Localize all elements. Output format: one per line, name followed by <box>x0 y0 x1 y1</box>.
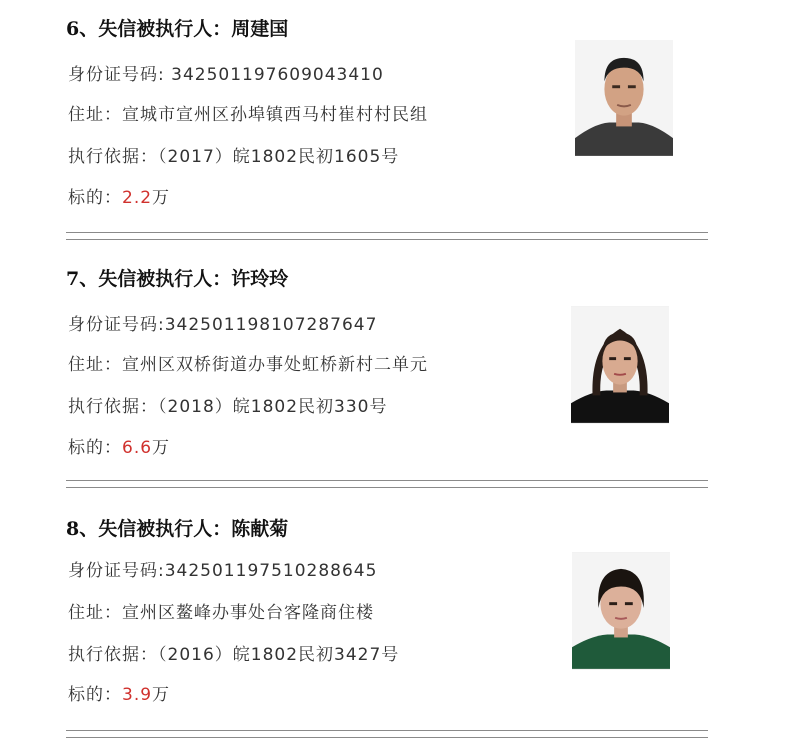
id-number-line: 身份证号码: 342501197609043410 <box>68 65 384 85</box>
amount-line <box>68 183 170 208</box>
separator-line <box>66 730 708 738</box>
amount-label: 标的： <box>68 685 122 705</box>
amount-label: 标的： <box>68 188 122 208</box>
amount-value: 3.9 <box>122 685 153 705</box>
id-number-line: 身份证号码:342501198107287647 <box>68 315 378 335</box>
basis-line: 执行依据：（2016）皖1802民初3427号 <box>68 645 400 665</box>
amount-value: 2.2 <box>122 188 153 208</box>
portrait-photo <box>571 306 669 424</box>
amount-unit: 万 <box>152 188 171 208</box>
amount-unit: 万 <box>152 438 171 458</box>
address-line: 住址：宣州区双桥街道办事处虹桥新村二单元 <box>68 355 428 375</box>
amount-line <box>68 680 170 705</box>
entry-title: 8、失信被执行人：陈献菊 <box>66 518 289 540</box>
portrait-photo <box>572 552 670 670</box>
amount-line <box>68 433 170 458</box>
basis-line: 执行依据：（2018）皖1802民初330号 <box>68 397 388 417</box>
amount-unit: 万 <box>152 685 171 705</box>
id-number-line: 身份证号码:342501197510288645 <box>68 561 378 581</box>
address-line: 住址：宣城市宣州区孙埠镇西马村崔村村民组 <box>68 105 428 125</box>
amount-label: 标的： <box>68 438 122 458</box>
basis-line: 执行依据：（2017）皖1802民初1605号 <box>68 147 400 167</box>
portrait-photo <box>575 40 673 156</box>
entry-title: 6、失信被执行人：周建国 <box>66 18 289 40</box>
amount-value: 6.6 <box>122 438 153 458</box>
entry-title: 7、失信被执行人：许玲玲 <box>66 268 289 290</box>
separator-line <box>66 232 708 240</box>
separator-line <box>66 480 708 488</box>
address-line: 住址：宣州区鳌峰办事处台客隆商住楼 <box>68 603 374 623</box>
